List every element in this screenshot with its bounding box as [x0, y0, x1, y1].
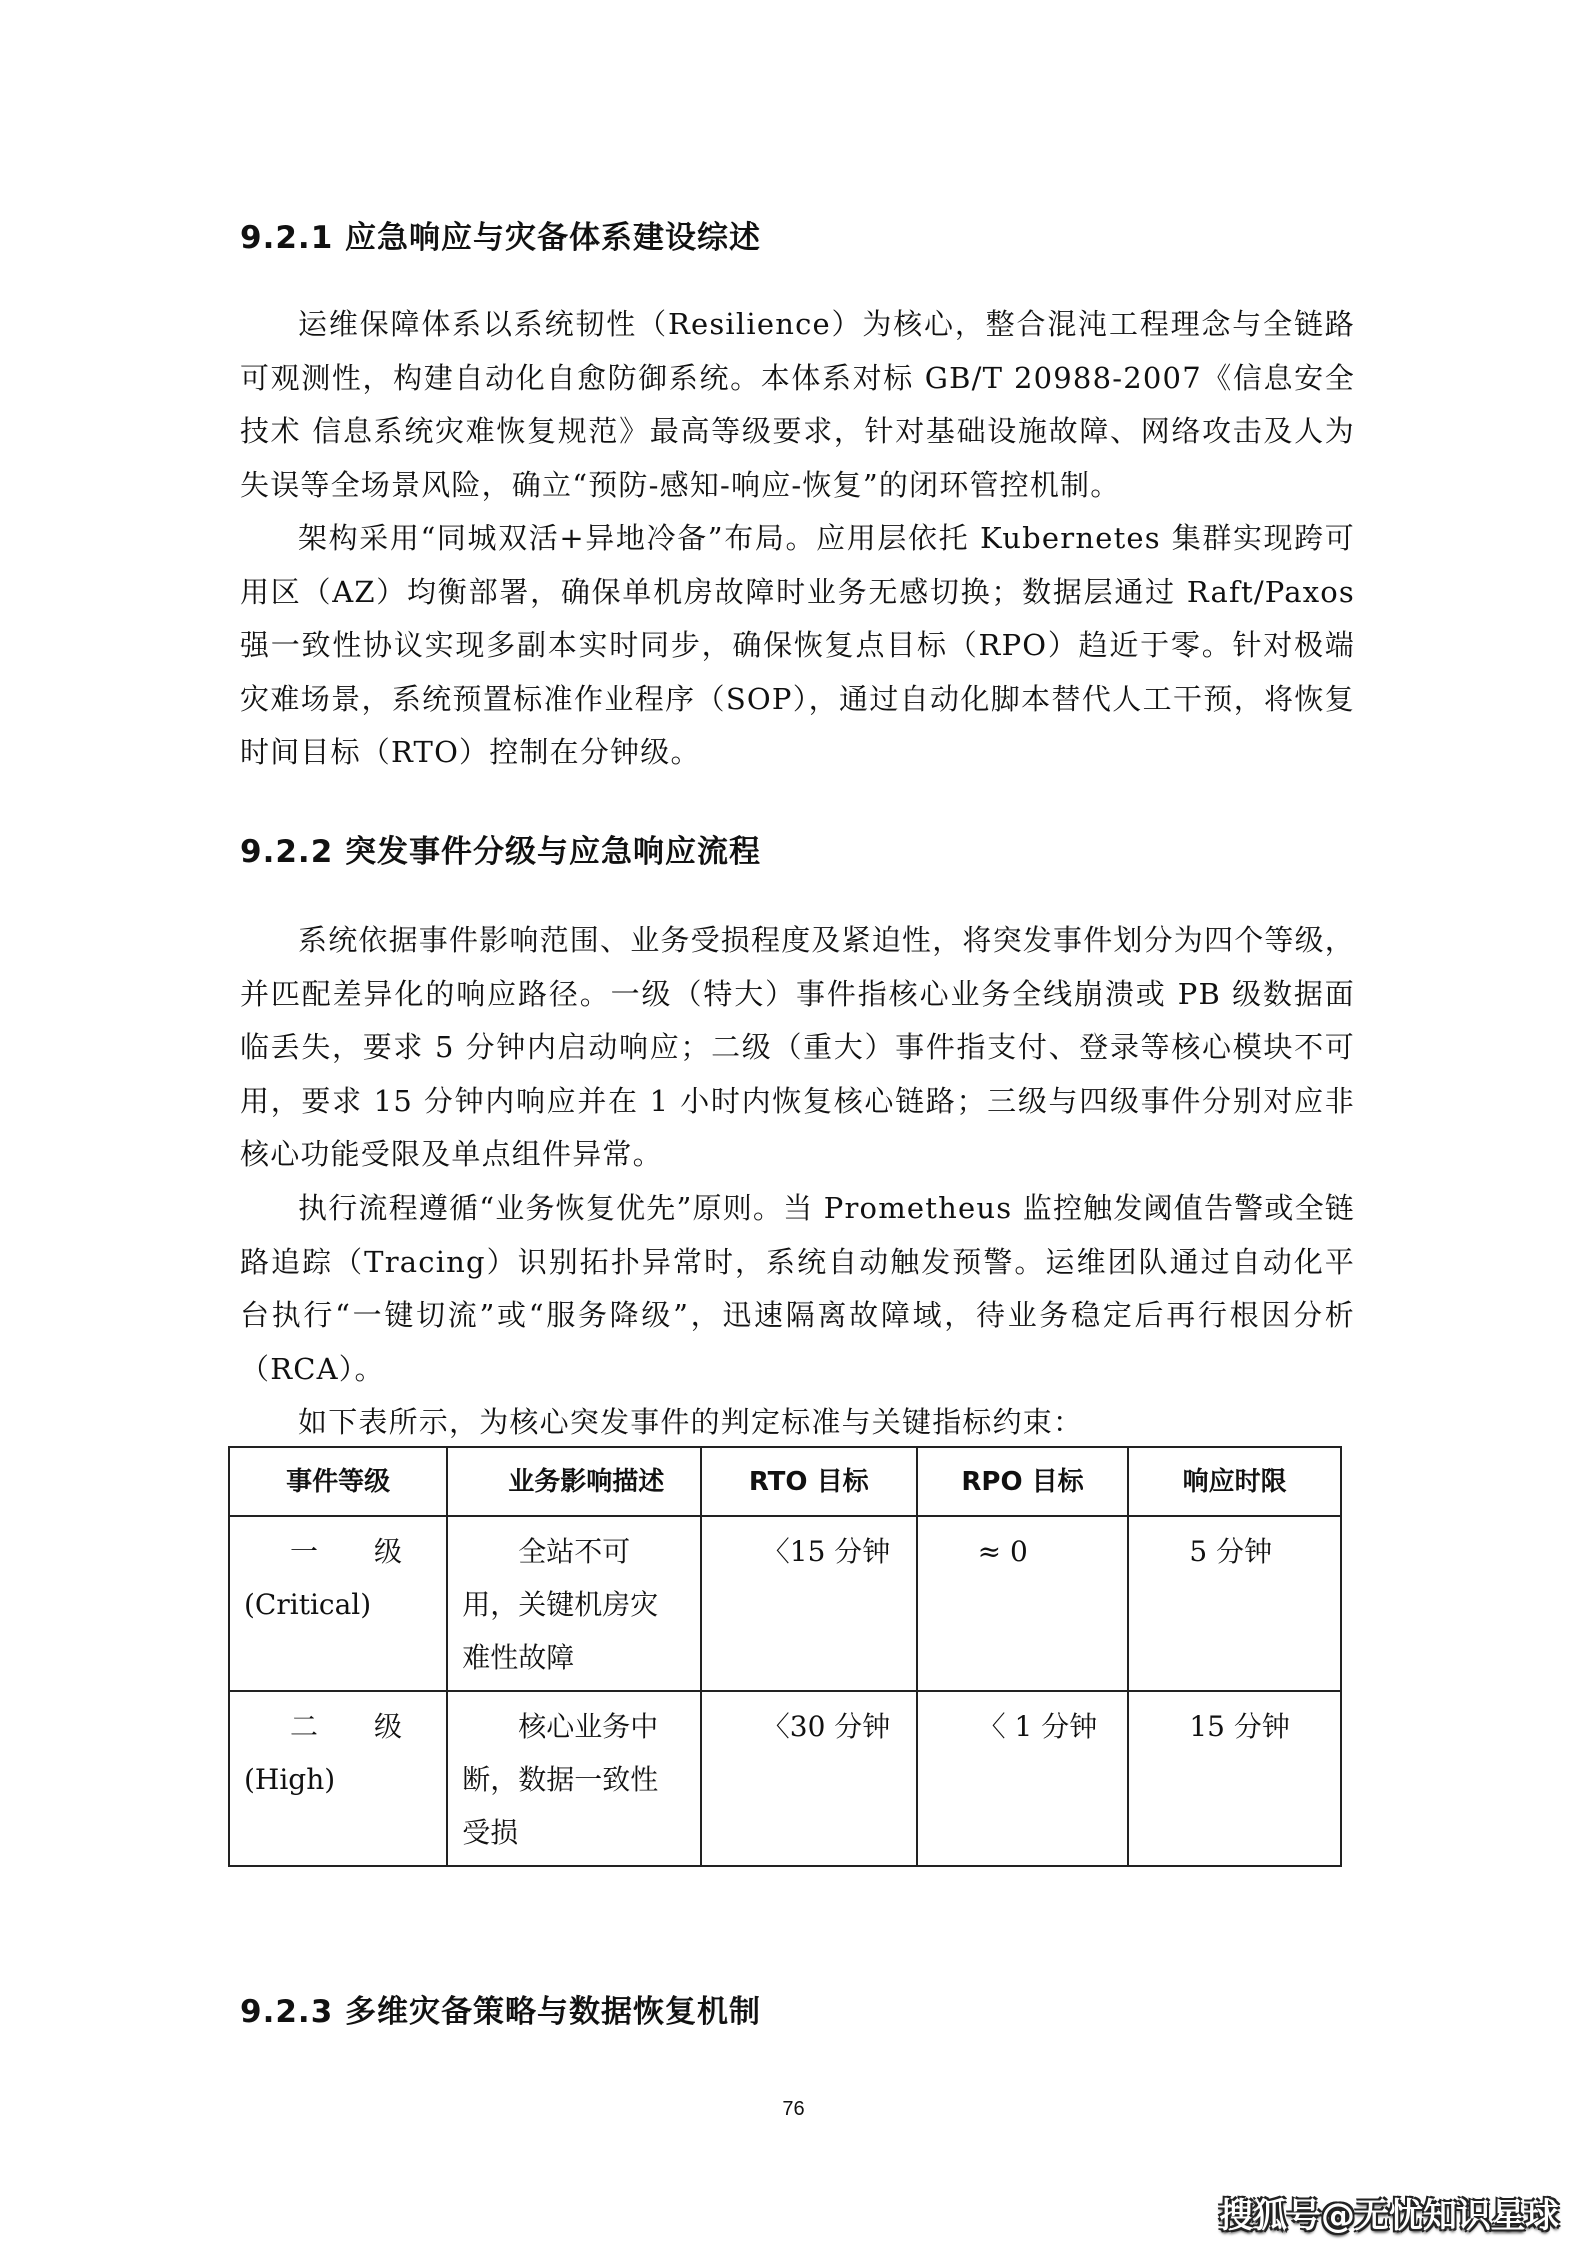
- section-heading-9-2-1: 9.2.1 应急响应与灾备体系建设综述: [240, 220, 762, 256]
- cell-rpo: ≈ 0: [917, 1516, 1129, 1691]
- cell-rto: 〈15 分钟: [701, 1516, 917, 1691]
- header-response-time: 响应时限: [1128, 1447, 1341, 1516]
- incident-criteria-table: [228, 1446, 1342, 1867]
- header-business-impact: 业务影响描述: [447, 1447, 701, 1516]
- cell-level: [229, 1516, 447, 1691]
- level-cn: 二 级: [290, 1710, 403, 1743]
- paragraph-architecture: 架构采用“同城双活+异地冷备”布局。应用层依托 Kubernetes 集群实现跨可用区（AZ）均衡部署，确保单机房故障时业务无感切换；数据层通过 Raft/Paxos 强一致性协议实现多副本实时同步，确保恢复点目标（RPO）趋近于零。针对极端灾难场景，系统预置标准作业程序（SOP），通过自动化脚本替代人工干预，将恢复时间目标（RTO）控制在分钟级。: [240, 521, 1355, 769]
- cell-response: 5 分钟: [1128, 1516, 1341, 1691]
- paragraph-table-intro: 如下表所示，为核心突发事件的判定标准与关键指标约束：: [298, 1405, 1084, 1439]
- level-en: (High): [244, 1763, 336, 1796]
- section-heading-9-2-2: 9.2.2 突发事件分级与应急响应流程: [240, 834, 762, 870]
- header-rpo-target: RPO 目标: [917, 1447, 1129, 1516]
- header-event-level: 事件等级: [229, 1447, 447, 1516]
- paragraph-resilience-overview: 运维保障体系以系统韧性（Resilience）为核心，整合混沌工程理念与全链路可观测性，构建自动化自愈防御系统。本体系对标 GB/T 20988-2007《信息安全技术 信息系统灾难恢复规范》最高等级要求，针对基础设施故障、网络攻击及人为失误等全场景风险，确立“预防-感知-响应-恢复”的闭环管控机制。: [240, 307, 1355, 502]
- table-row: [229, 1691, 1341, 1866]
- level-cn: 一 级: [290, 1535, 403, 1568]
- header-rto-target: RTO 目标: [701, 1447, 917, 1516]
- cell-response: 15 分钟: [1128, 1691, 1341, 1866]
- watermark: 搜狐号@无忧知识星球: [1219, 2196, 1559, 2236]
- table-row: [229, 1516, 1341, 1691]
- level-en: (Critical): [244, 1588, 372, 1621]
- section-heading-9-2-3: 9.2.3 多维灾备策略与数据恢复机制: [240, 1994, 762, 2030]
- page-number: 76: [782, 2098, 805, 2120]
- paragraph-response-flow: 执行流程遵循“业务恢复优先”原则。当 Prometheus 监控触发阈值告警或全链路追踪（Tracing）识别拓扑异常时，系统自动触发预警。运维团队通过自动化平台执行“一键切流”或“服务降级”，迅速隔离故障域，待业务稳定后再行根因分析（RCA）。: [240, 1191, 1355, 1386]
- cell-impact: 全站不可用，关键机房灾难性故障: [447, 1516, 701, 1691]
- cell-rto: 〈30 分钟: [701, 1691, 917, 1866]
- paragraph-incident-levels: 系统依据事件影响范围、业务受损程度及紧迫性，将突发事件划分为四个等级，并匹配差异化的响应路径。一级（特大）事件指核心业务全线崩溃或 PB 级数据面临丢失，要求 5 分钟内启动响应；二级（重大）事件指支付、登录等核心模块不可用，要求 15 分钟内响应并在 1 小时内恢复核心链路；三级与四级事件分别对应非核心功能受限及单点组件异常。: [240, 923, 1356, 1171]
- table-header-row: [229, 1447, 1341, 1516]
- cell-impact: 核心业务中断，数据一致性受损: [447, 1691, 701, 1866]
- cell-rpo: 〈 1 分钟: [917, 1691, 1129, 1866]
- cell-level: [229, 1691, 447, 1866]
